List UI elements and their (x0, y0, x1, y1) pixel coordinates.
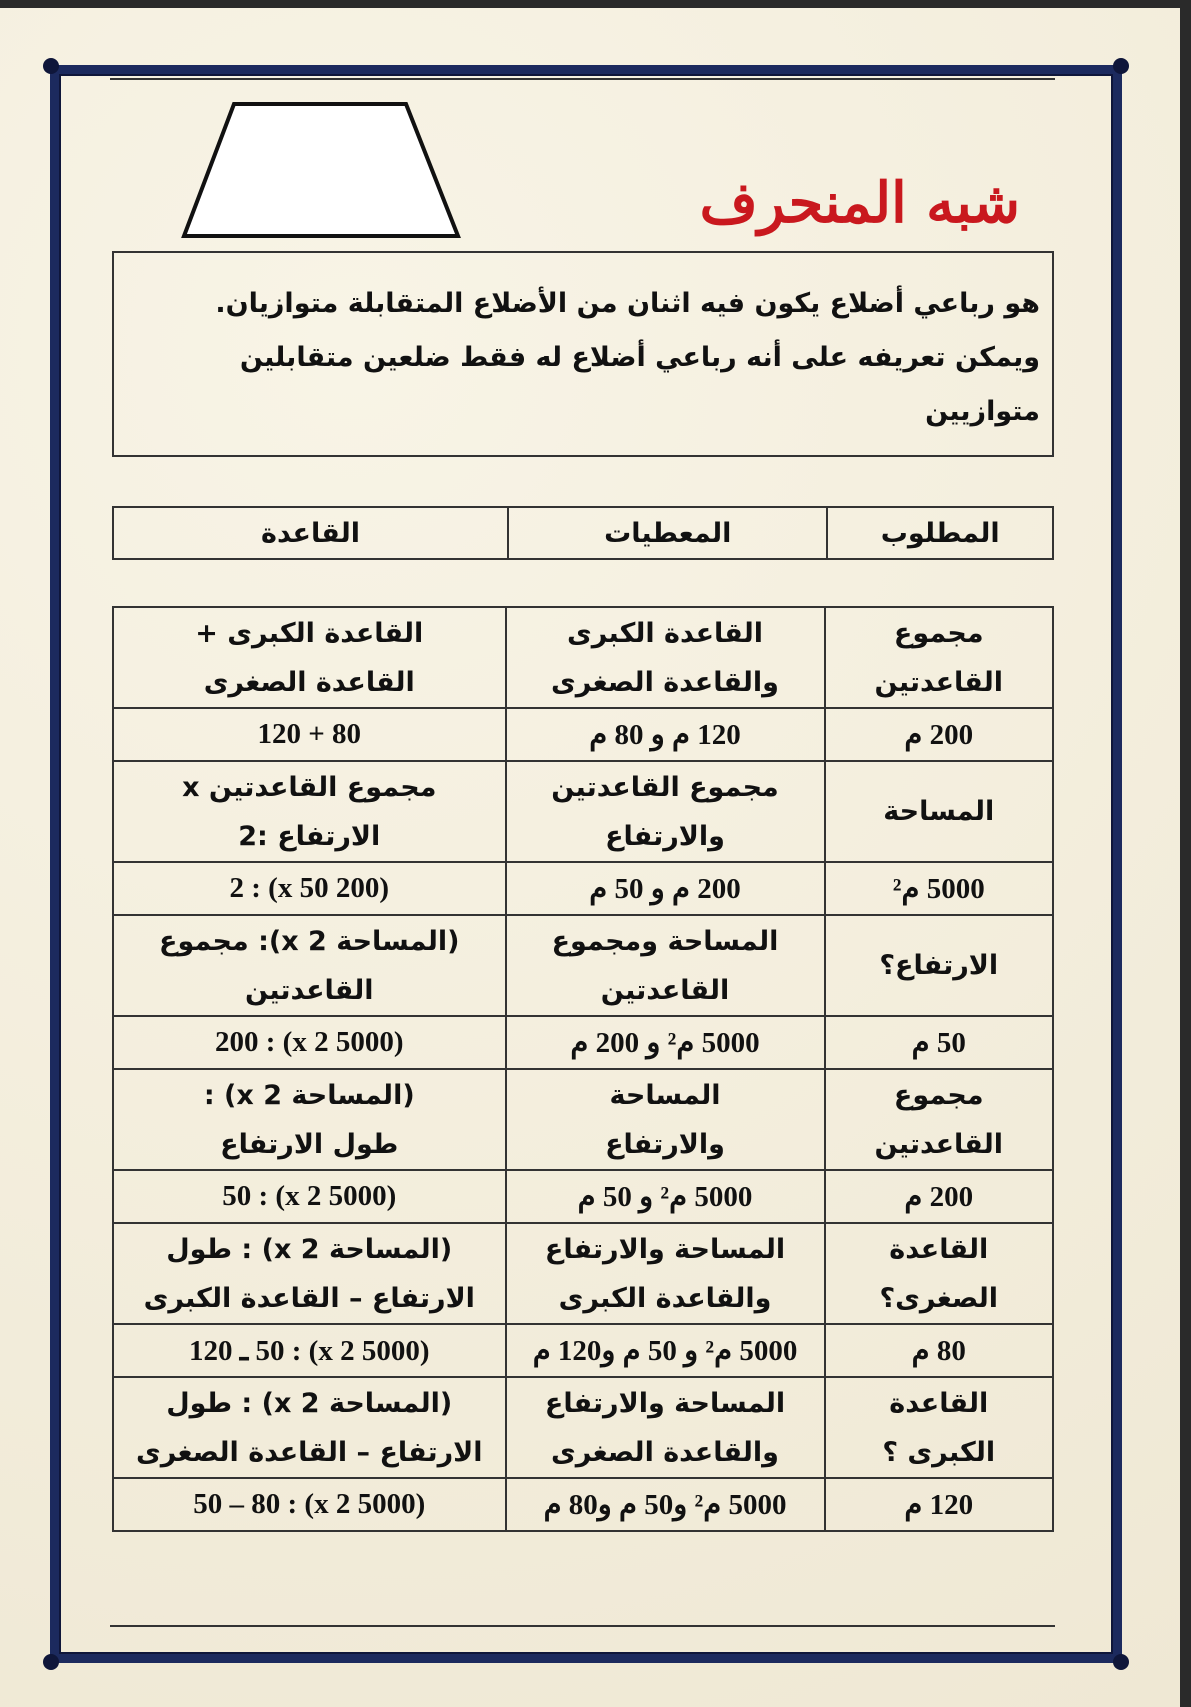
formula-row (113, 1069, 1053, 1170)
rule-cell (113, 761, 506, 862)
frame-corner (43, 1654, 59, 1670)
required-cell (825, 915, 1054, 1016)
givens-value: 5000 م² و 200 م (506, 1016, 825, 1069)
value-row (113, 1170, 1053, 1223)
rule-cell-line: مجموع القاعدتين x (182, 771, 437, 803)
required-cell-line: الكبرى ؟ (882, 1436, 996, 1468)
rule-cell-line: الارتفاع :2 (238, 820, 381, 852)
givens-cell-line: القاعدتين (600, 974, 730, 1006)
page-title: شبه المنحرف (699, 170, 1020, 236)
givens-cell-line: والقاعدة الصغرى (551, 666, 779, 698)
required-cell-line: القاعدتين (874, 1128, 1003, 1160)
definition-line: ويمكن تعريفه على أنه رباعي أضلاع له فقط ضلعين متقابلين (239, 342, 1040, 373)
required-cell (825, 1069, 1054, 1170)
givens-cell-line: المساحة (609, 1079, 721, 1111)
rule-cell (113, 607, 506, 708)
rule-cell (113, 1377, 506, 1478)
rule-cell (113, 1069, 506, 1170)
required-value: 200 م (825, 708, 1054, 761)
givens-cell (506, 1069, 825, 1170)
bottom-rule (110, 1625, 1055, 1627)
formula-row (113, 761, 1053, 862)
givens-cell (506, 607, 825, 708)
required-cell (825, 607, 1054, 708)
required-cell-line: مجموع (893, 1079, 984, 1111)
required-value: 5000 م² (825, 862, 1054, 915)
rule-value: (5000 x 2) : 200 (113, 1016, 506, 1069)
required-cell-line: الصغرى؟ (879, 1282, 998, 1314)
top-rule (110, 78, 1055, 80)
rule-value: (5000 x 2) : 50 ـ 120 (113, 1324, 506, 1377)
rule-cell (113, 915, 506, 1016)
required-cell-line: القاعدة (889, 1387, 989, 1419)
required-cell (825, 1377, 1054, 1478)
rule-cell-line: القاعدة الصغرى (203, 666, 415, 698)
frame-corner (1113, 1654, 1129, 1670)
rule-cell-line: طول الارتفاع (220, 1128, 399, 1160)
rule-cell-line: (المساحة x 2): مجموع (159, 925, 460, 957)
required-cell-line: القاعدتين (874, 666, 1003, 698)
givens-cell-line: المساحة والارتفاع (544, 1387, 786, 1419)
rule-cell-line: القاعدة الكبرى + (195, 617, 424, 649)
value-row (113, 862, 1053, 915)
header-rule: القاعدة (113, 507, 508, 559)
rule-cell-line: الارتفاع – القاعدة الكبرى (143, 1282, 475, 1314)
required-value: 120 م (825, 1478, 1054, 1531)
rule-cell-line: (المساحة x 2) : طول (166, 1387, 453, 1419)
required-cell (825, 1223, 1054, 1324)
required-value: 50 م (825, 1016, 1054, 1069)
frame-corner (43, 58, 59, 74)
givens-cell-line: والقاعدة الصغرى (551, 1436, 779, 1468)
formula-table (112, 606, 1054, 1532)
givens-value: 120 م و 80 م (506, 708, 825, 761)
givens-cell-line: والارتفاع (605, 1128, 725, 1160)
rule-cell-line: (المساحة x 2) : (203, 1079, 415, 1111)
givens-cell-line: والارتفاع (605, 820, 725, 852)
givens-cell (506, 761, 825, 862)
formula-row (113, 1377, 1053, 1478)
value-row (113, 1478, 1053, 1531)
frame-corner (1113, 58, 1129, 74)
givens-cell-line: القاعدة الكبرى (567, 617, 764, 649)
trapezoid-figure (180, 100, 462, 240)
required-value: 80 م (825, 1324, 1054, 1377)
rule-value: (200 x 50) : 2 (113, 862, 506, 915)
rule-value: (5000 x 2) : 50 (113, 1170, 506, 1223)
required-cell (825, 761, 1054, 862)
givens-cell-line: المساحة ومجموع (551, 925, 779, 957)
header-givens: المعطيات (508, 507, 827, 559)
givens-cell (506, 1377, 825, 1478)
definition-line: هو رباعي أضلاع يكون فيه اثنان من الأضلاع المتقابلة متوازيان. (215, 288, 1040, 319)
required-value: 200 م (825, 1170, 1054, 1223)
column-header-table (112, 506, 1054, 560)
givens-cell-line: مجموع القاعدتين (551, 771, 779, 803)
required-cell-line: المساحة (883, 796, 995, 827)
rule-cell-line: الارتفاع – القاعدة الصغرى (136, 1436, 483, 1468)
value-row (113, 1324, 1053, 1377)
required-cell-line: مجموع (893, 617, 984, 649)
definition-box (112, 251, 1054, 457)
givens-cell (506, 915, 825, 1016)
formula-row (113, 607, 1053, 708)
givens-cell-line: المساحة والارتفاع (544, 1233, 786, 1265)
rule-value: 80 + 120 (113, 708, 506, 761)
required-cell-line: القاعدة (889, 1233, 989, 1265)
rule-value: (5000 x 2) : 50 – 80 (113, 1478, 506, 1531)
givens-cell-line: والقاعدة الكبرى (558, 1282, 772, 1314)
givens-value: 5000 م² و50 م و80 م (506, 1478, 825, 1531)
rule-cell (113, 1223, 506, 1324)
page (0, 8, 1180, 1707)
rule-cell-line: (المساحة x 2) : طول (166, 1233, 453, 1265)
formula-row (113, 915, 1053, 1016)
header-required: المطلوب (827, 507, 1053, 559)
givens-value: 200 م و 50 م (506, 862, 825, 915)
value-row (113, 708, 1053, 761)
rule-cell-line: القاعدتين (245, 974, 374, 1006)
givens-value: 5000 م² و 50 م (506, 1170, 825, 1223)
value-row (113, 1016, 1053, 1069)
givens-cell (506, 1223, 825, 1324)
formula-row (113, 1223, 1053, 1324)
givens-value: 5000 م² و 50 م و120 م (506, 1324, 825, 1377)
definition-line: متوازيين (925, 396, 1040, 427)
required-cell-line: الارتفاع؟ (879, 950, 999, 981)
